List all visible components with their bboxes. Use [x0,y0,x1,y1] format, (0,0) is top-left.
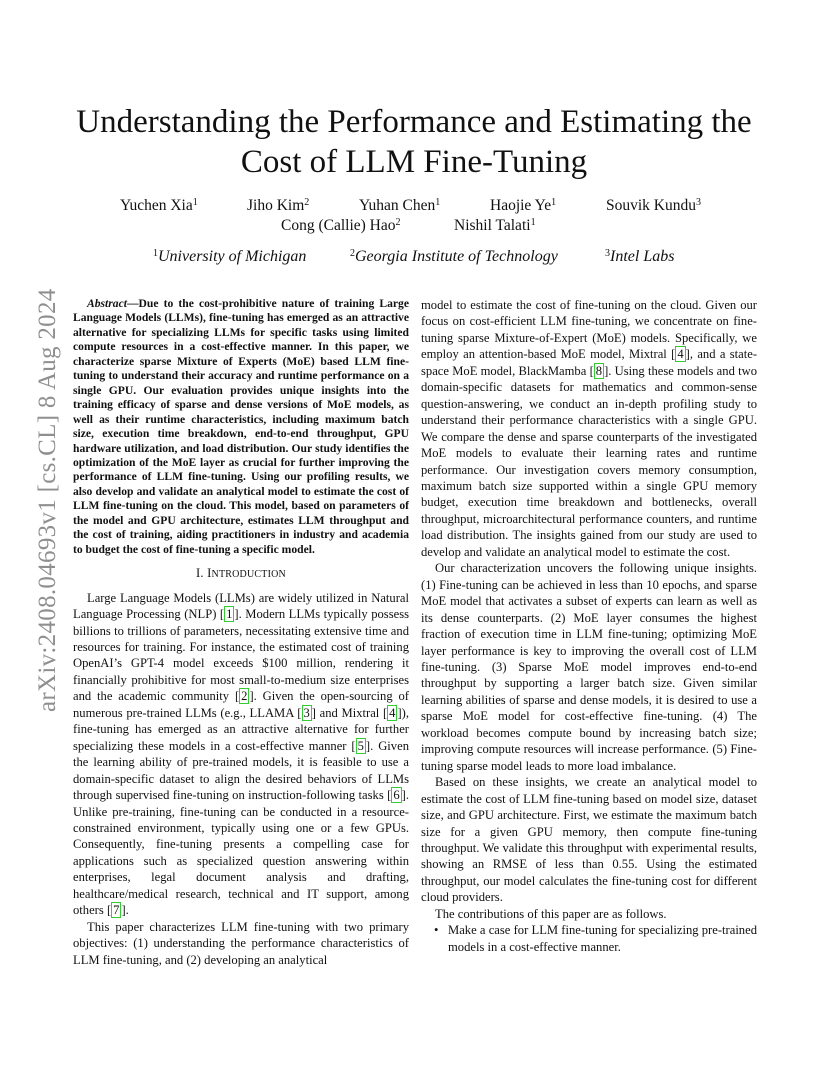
citation-link[interactable]: 8 [595,363,603,378]
analytical-model-paragraph: Based on these insights, we create an analytical model to estimate the cost of LLM fine-tuning based on model size, dataset size, and GPU architecture. First, we estimate the maximum batch size for a given GPU memory, then compute fine-tuning throughput. We validate this throughput with experimental results, showing an RMSE of less than 0.55. Using the estimated throughput, our model calculates the fine-tuning cost for different cloud providers. [421,775,757,905]
author-name: Yuhan Chen$^1$ [359,197,441,214]
affiliation: $^3$Intel Labs [605,248,675,265]
intro-paragraph-1: Large Language Models (LLMs) are widely utilized in Natural Language Processing (NLP) [ 1 ]. Modern LLMs typically possess billions to trillions of parameters, necessitating extensive time and resources for training. For instance, the estimated cost of training OpenAI’s GPT-4 model exceeds $100 million, rendering it financially prohibitive for most small-to-medium size enterprises and the academic community [ 2 ]. Given the open-sourcing of numerous pre-trained LLMs (e.g., LLAMA [ 3 ] and Mixtral [ 4 ]), fine-tuning has emerged as an attractive alternative for further specializing these models in a cost-effective manner [ 5 ]. Given the learning ability of pre-trained models, it is feasible to use a domain-specific dataset to align the desired behaviors of LLMs through supervised fine-tuning on instruction-following tasks [ 6 ]. Unlike pre-training, fine-tuning can be conducted in a resource-constrained environment, typically using one or a few GPUs. Consequently, fine-tuning presents a compelling case for applications such as specialized question answering within enterprises, legal document analysis and drafting, healthcare/medical research, technical and IT support, among others [ 7 ]. [73,590,410,918]
intro-paragraph-2: This paper characterizes LLM fine-tuning with two primary objectives: (1) understanding the performance characteristics of LLM fine-tuning, and (2) developing an analytical [73,919,409,967]
abstract [73,297,409,557]
author-name: Haojie Ye$^1$ [490,197,557,214]
citation-link[interactable]: 4 [677,347,684,362]
affiliation: $^2$Georgia Institute of Technology [350,248,558,265]
arxiv-identifier-stamp: arXiv:2408.04693v1 [cs.CL] 8 Aug 2024 [34,288,61,712]
paper-title [0,102,828,182]
abstract-text: —Due to the cost-prohibitive nature of training Large Language Models (LLMs), fine-tuning has emerged as an attractive alternative for specializing LLMs for specific tasks using limited compute resources in a cost-effective manner. In this paper, we characterize sparse Mixture of Experts (MoE) based LLM fine-tuning to understand their accuracy and runtime performance on a single GPU. Our evaluation provides unique insights into the training efficacy of sparse and dense versions of MoE models, as well as their runtime characteristics, including maximum batch size, execution time breakdown, end-to-end throughput, GPU hardware utilization, and load distribution. Our study identifies the optimization of the MoE layer as crucial for further improving the performance of LLM fine-tuning. Using our profiling results, we also develop and validate an analytical model to estimate the cost of LLM fine-tuning on the cloud. This model, based on parameters of the model and GPU architecture, estimates LLM throughput and the cost of training, aiding practitioners in industry and academia to budget the cost of fine-tuning a specific model. [73,297,409,556]
citation-link[interactable]: 4 [389,705,396,720]
author-name: Nishil Talati$^1$ [454,217,536,234]
title-line-2: Cost of LLM Fine-Tuning [240,144,588,180]
citation-link[interactable]: 3 [303,705,310,720]
citation-link[interactable]: 1 [226,607,233,622]
left-column [73,297,409,968]
contributions-list [421,922,757,955]
section-heading-introduction: I. INTRODUCTION [196,566,286,581]
author-name: Jiho Kim$^2$ [247,197,310,214]
list-item: • Make a case for LLM fine-tuning for specializing pre-trained models in a cost-effective manner. [448,922,757,955]
insights-paragraph: Our characterization uncovers the following unique insights. (1) Fine-tuning can be achieved in less than 10 epochs, and sparse MoE model that activates a subset of experts can learn as well as its dense counterparts. (2) MoE layer consumes the highest fraction of execution time in LLM fine-tuning; optimizing MoE layer performance is key to improving the overall cost of LLM fine-tuning. (3) Sparse MoE model improves end-to-end throughput by supporting a larger batch size. Given similar learning abilities of sparse and dense models, it is desired to use a sparse MoE model for cost-effective fine-tuning. (4) The workload becomes compute bound by increasing batch size; improving compute resources will increase performance. (5) Fine-tuning sparse model leads to more load imbalance. [421,561,757,773]
citation-link[interactable]: 2 [241,689,248,704]
affiliation: $^1$University of Michigan [153,248,307,265]
citation-link[interactable]: 6 [393,788,400,803]
author-name: Cong (Callie) Hao$^2$ [281,217,401,234]
right-column [421,297,757,955]
author-name: Yuchen Xia$^1$ [120,197,198,214]
intro-paragraph-2-continued: model to estimate the cost of fine-tuning on the cloud. Given our focus on cost-efficient LLM fine-tuning, we concentrate on fine-tuning sparse Mixture-of-Expert (MoE) models. Specifically, we employ an attention-based MoE model, Mixtral [ 4 ], and a state-space MoE model, BlackMamba [ 8 ]. Using these models and two domain-specific datasets for mathematics and common-sense question-answering, we conduct an in-depth profiling study to understand their performance characteristics with a single GPU. We compare the dense and sparse counterparts of the investigated MoE models to evaluate their learning rates and runtime performance. Our investigation covers memory consumption, maximum batch size supported within a single GPU memory budget, execution time breakdown and bottlenecks, overall throughput, microarchitectural performance counters, and runtime load distribution. The insights gained from our study are used to develop and validate an analytical model to estimate the cost. [421,298,758,559]
title-line-1: Understanding the Performance and Estimating the [76,104,752,140]
citation-link[interactable]: 7 [113,903,120,918]
abstract-label: Abstract [87,297,127,310]
author-name: Souvik Kundu$^3$ [606,197,701,214]
citation-link[interactable]: 5 [357,738,364,753]
contributions-intro: The contributions of this paper are as follows. [435,906,667,921]
